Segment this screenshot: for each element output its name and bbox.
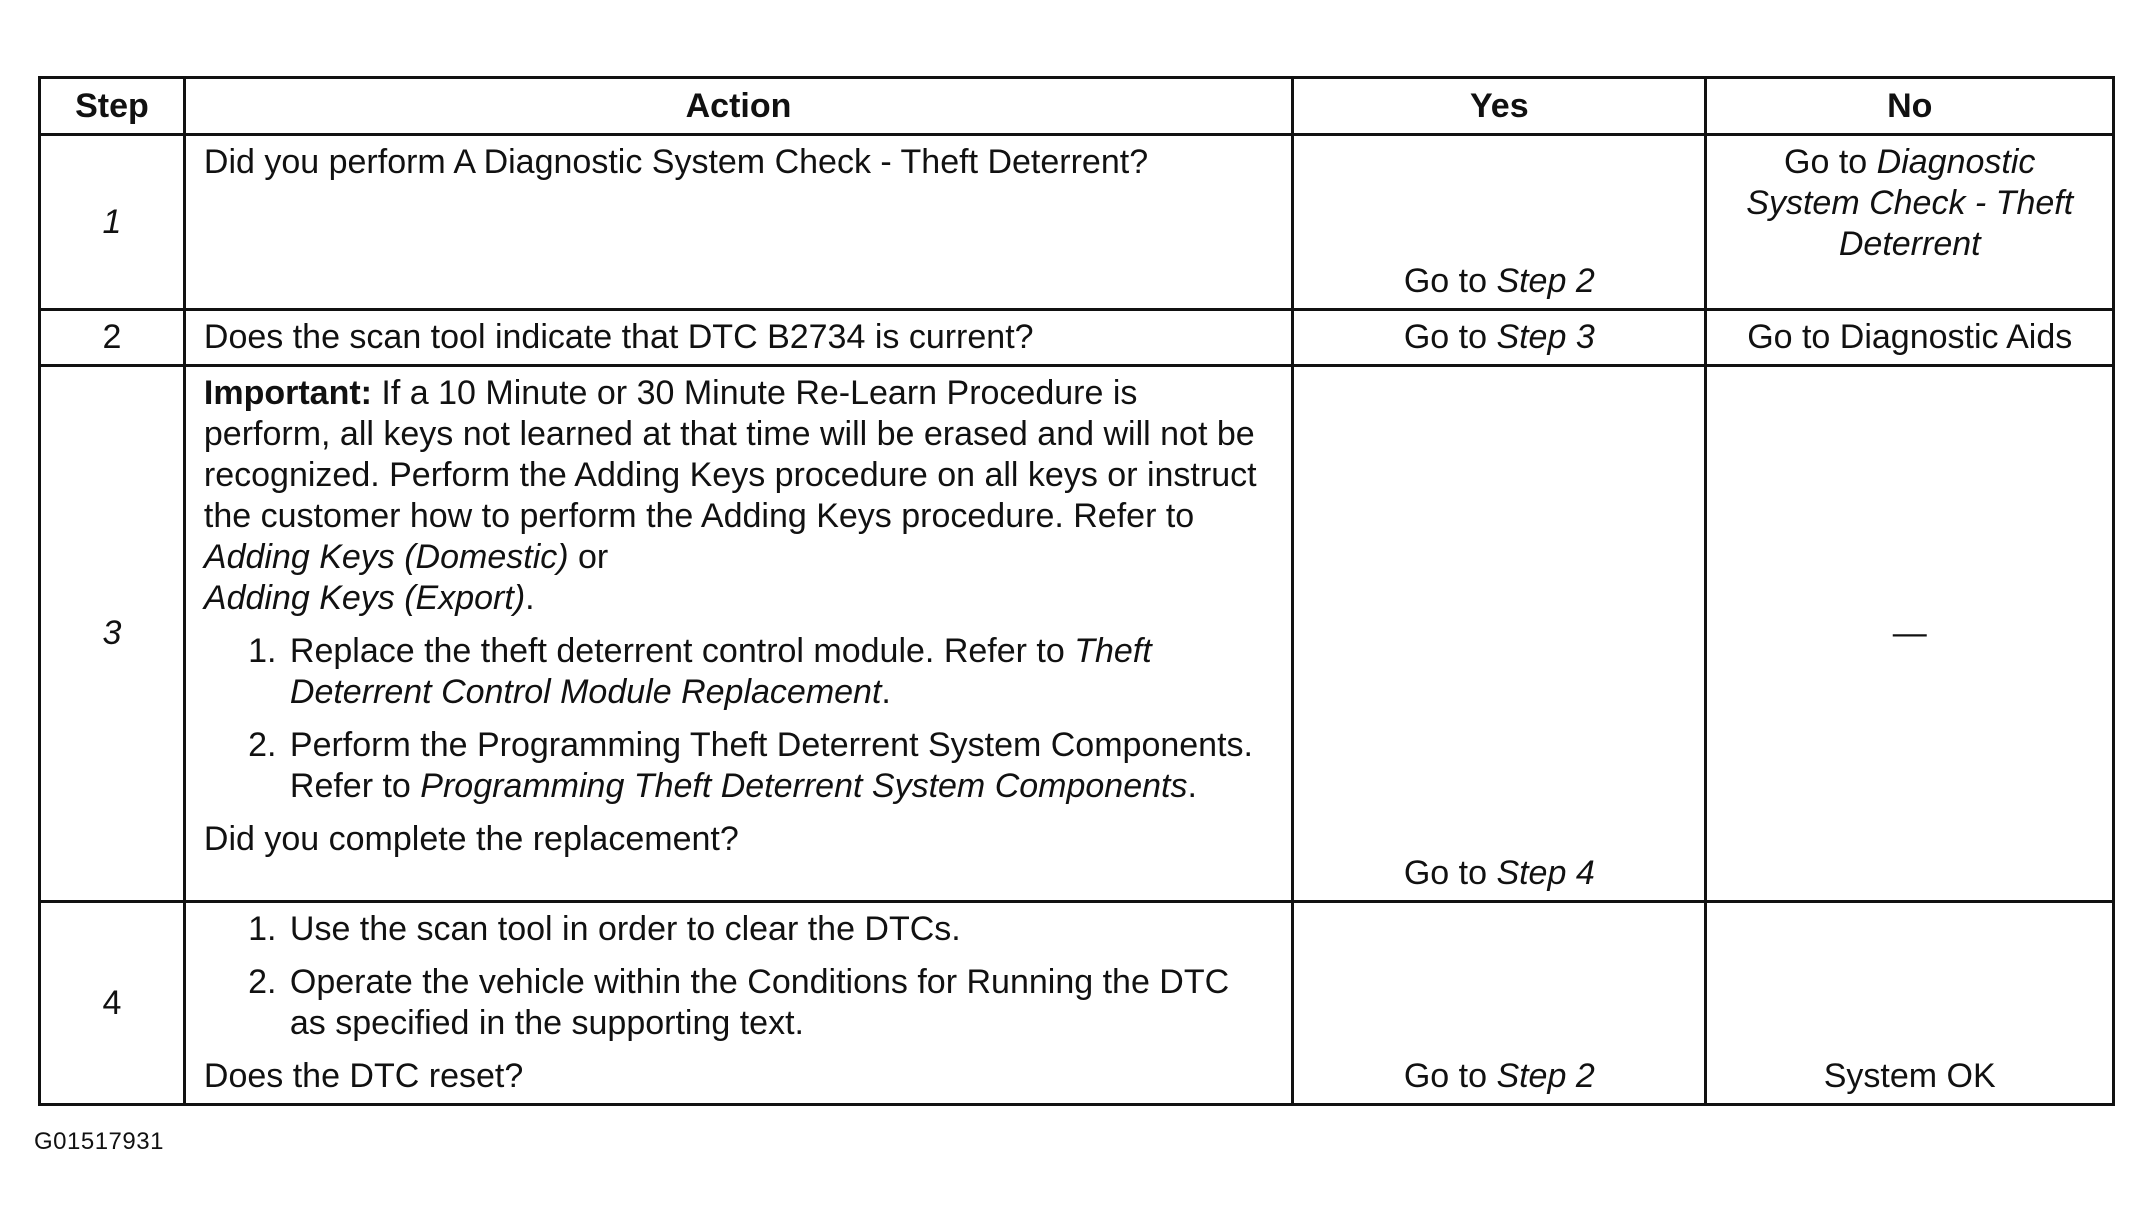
list-item	[286, 725, 1273, 807]
table-row	[40, 902, 2114, 1105]
question-text: Did you complete the replacement?	[203, 820, 739, 858]
list-item	[286, 631, 1273, 713]
module-replacement-link[interactable]: Theft Deterrent Control Module Replacement	[289, 632, 1152, 711]
important-label: Important:	[203, 374, 372, 412]
table-row	[40, 310, 2114, 366]
important-note	[204, 373, 1273, 619]
list-item: 1. Use the scan tool in order to clear the DTCs.	[286, 909, 1273, 950]
adding-keys-export-link[interactable]: Adding Keys (Export)	[203, 579, 526, 617]
or-text: or	[568, 538, 609, 576]
yes-step-link[interactable]: Step 3	[1496, 318, 1595, 356]
step-number: 1	[40, 135, 185, 310]
action-cell	[184, 902, 1292, 1105]
action-cell: Did you perform A Diagnostic System Check - Theft Deterrent?	[184, 135, 1292, 310]
programming-components-link[interactable]: Programming Theft Deterrent System Components	[420, 767, 1188, 805]
yes-cell	[1293, 310, 1706, 366]
list-item-end: .	[1187, 767, 1197, 805]
yes-cell	[1293, 135, 1706, 310]
question-text: Does the DTC reset?	[203, 1057, 524, 1095]
diagnostic-table	[38, 76, 2115, 1106]
period-text: .	[525, 579, 535, 617]
table-row	[40, 366, 2114, 902]
yes-step-link[interactable]: Step 2	[1496, 1057, 1595, 1095]
action-cell: Does the scan tool indicate that DTC B2734 is current?	[184, 310, 1292, 366]
procedure-list	[204, 909, 1273, 1044]
no-cell	[1706, 135, 2114, 310]
list-item-text: Replace the theft deterrent control module. Refer to	[289, 632, 1075, 670]
table-row	[40, 135, 2114, 310]
procedure-list	[204, 631, 1273, 807]
no-cell: —	[1706, 366, 2114, 902]
header-yes: Yes	[1293, 78, 1706, 135]
yes-step-link[interactable]: Step 2	[1496, 262, 1595, 300]
figure-id: G01517931	[34, 1128, 164, 1155]
list-item: 2. Operate the vehicle within the Conditions for Running the DTC as specified in the supporting text.	[286, 962, 1273, 1044]
yes-prefix: Go to	[1403, 854, 1497, 892]
header-step: Step	[40, 78, 185, 135]
yes-prefix: Go to	[1403, 262, 1497, 300]
step-number: 2	[40, 310, 185, 366]
step-number: 3	[40, 366, 185, 902]
no-cell: System OK	[1706, 902, 2114, 1105]
no-cell: Go to Diagnostic Aids	[1706, 310, 2114, 366]
header-row	[40, 78, 2114, 135]
list-item-end: .	[881, 673, 891, 711]
action-cell	[184, 366, 1292, 902]
no-prefix: Go to	[1784, 143, 1877, 181]
step-number: 4	[40, 902, 185, 1105]
yes-prefix: Go to	[1403, 318, 1497, 356]
adding-keys-domestic-link[interactable]: Adding Keys (Domestic)	[203, 538, 569, 576]
yes-step-link[interactable]: Step 4	[1496, 854, 1595, 892]
list-item-text: Perform the Programming Theft Deterrent System Components. Refer to	[289, 726, 1253, 805]
yes-prefix: Go to	[1403, 1057, 1497, 1095]
header-action: Action	[184, 78, 1292, 135]
yes-cell	[1293, 902, 1706, 1105]
no-ref-link[interactable]: Diagnostic System Check - Theft Deterrent	[1746, 143, 2074, 263]
header-no: No	[1706, 78, 2114, 135]
yes-cell	[1293, 366, 1706, 902]
important-text: If a 10 Minute or 30 Minute Re-Learn Procedure is perform, all keys not learned at that time will be erased and will not be recognized. Perform the Adding Keys procedure on all keys or instruct the customer how to perform the Adding Keys procedure. Refer to	[203, 374, 1257, 535]
